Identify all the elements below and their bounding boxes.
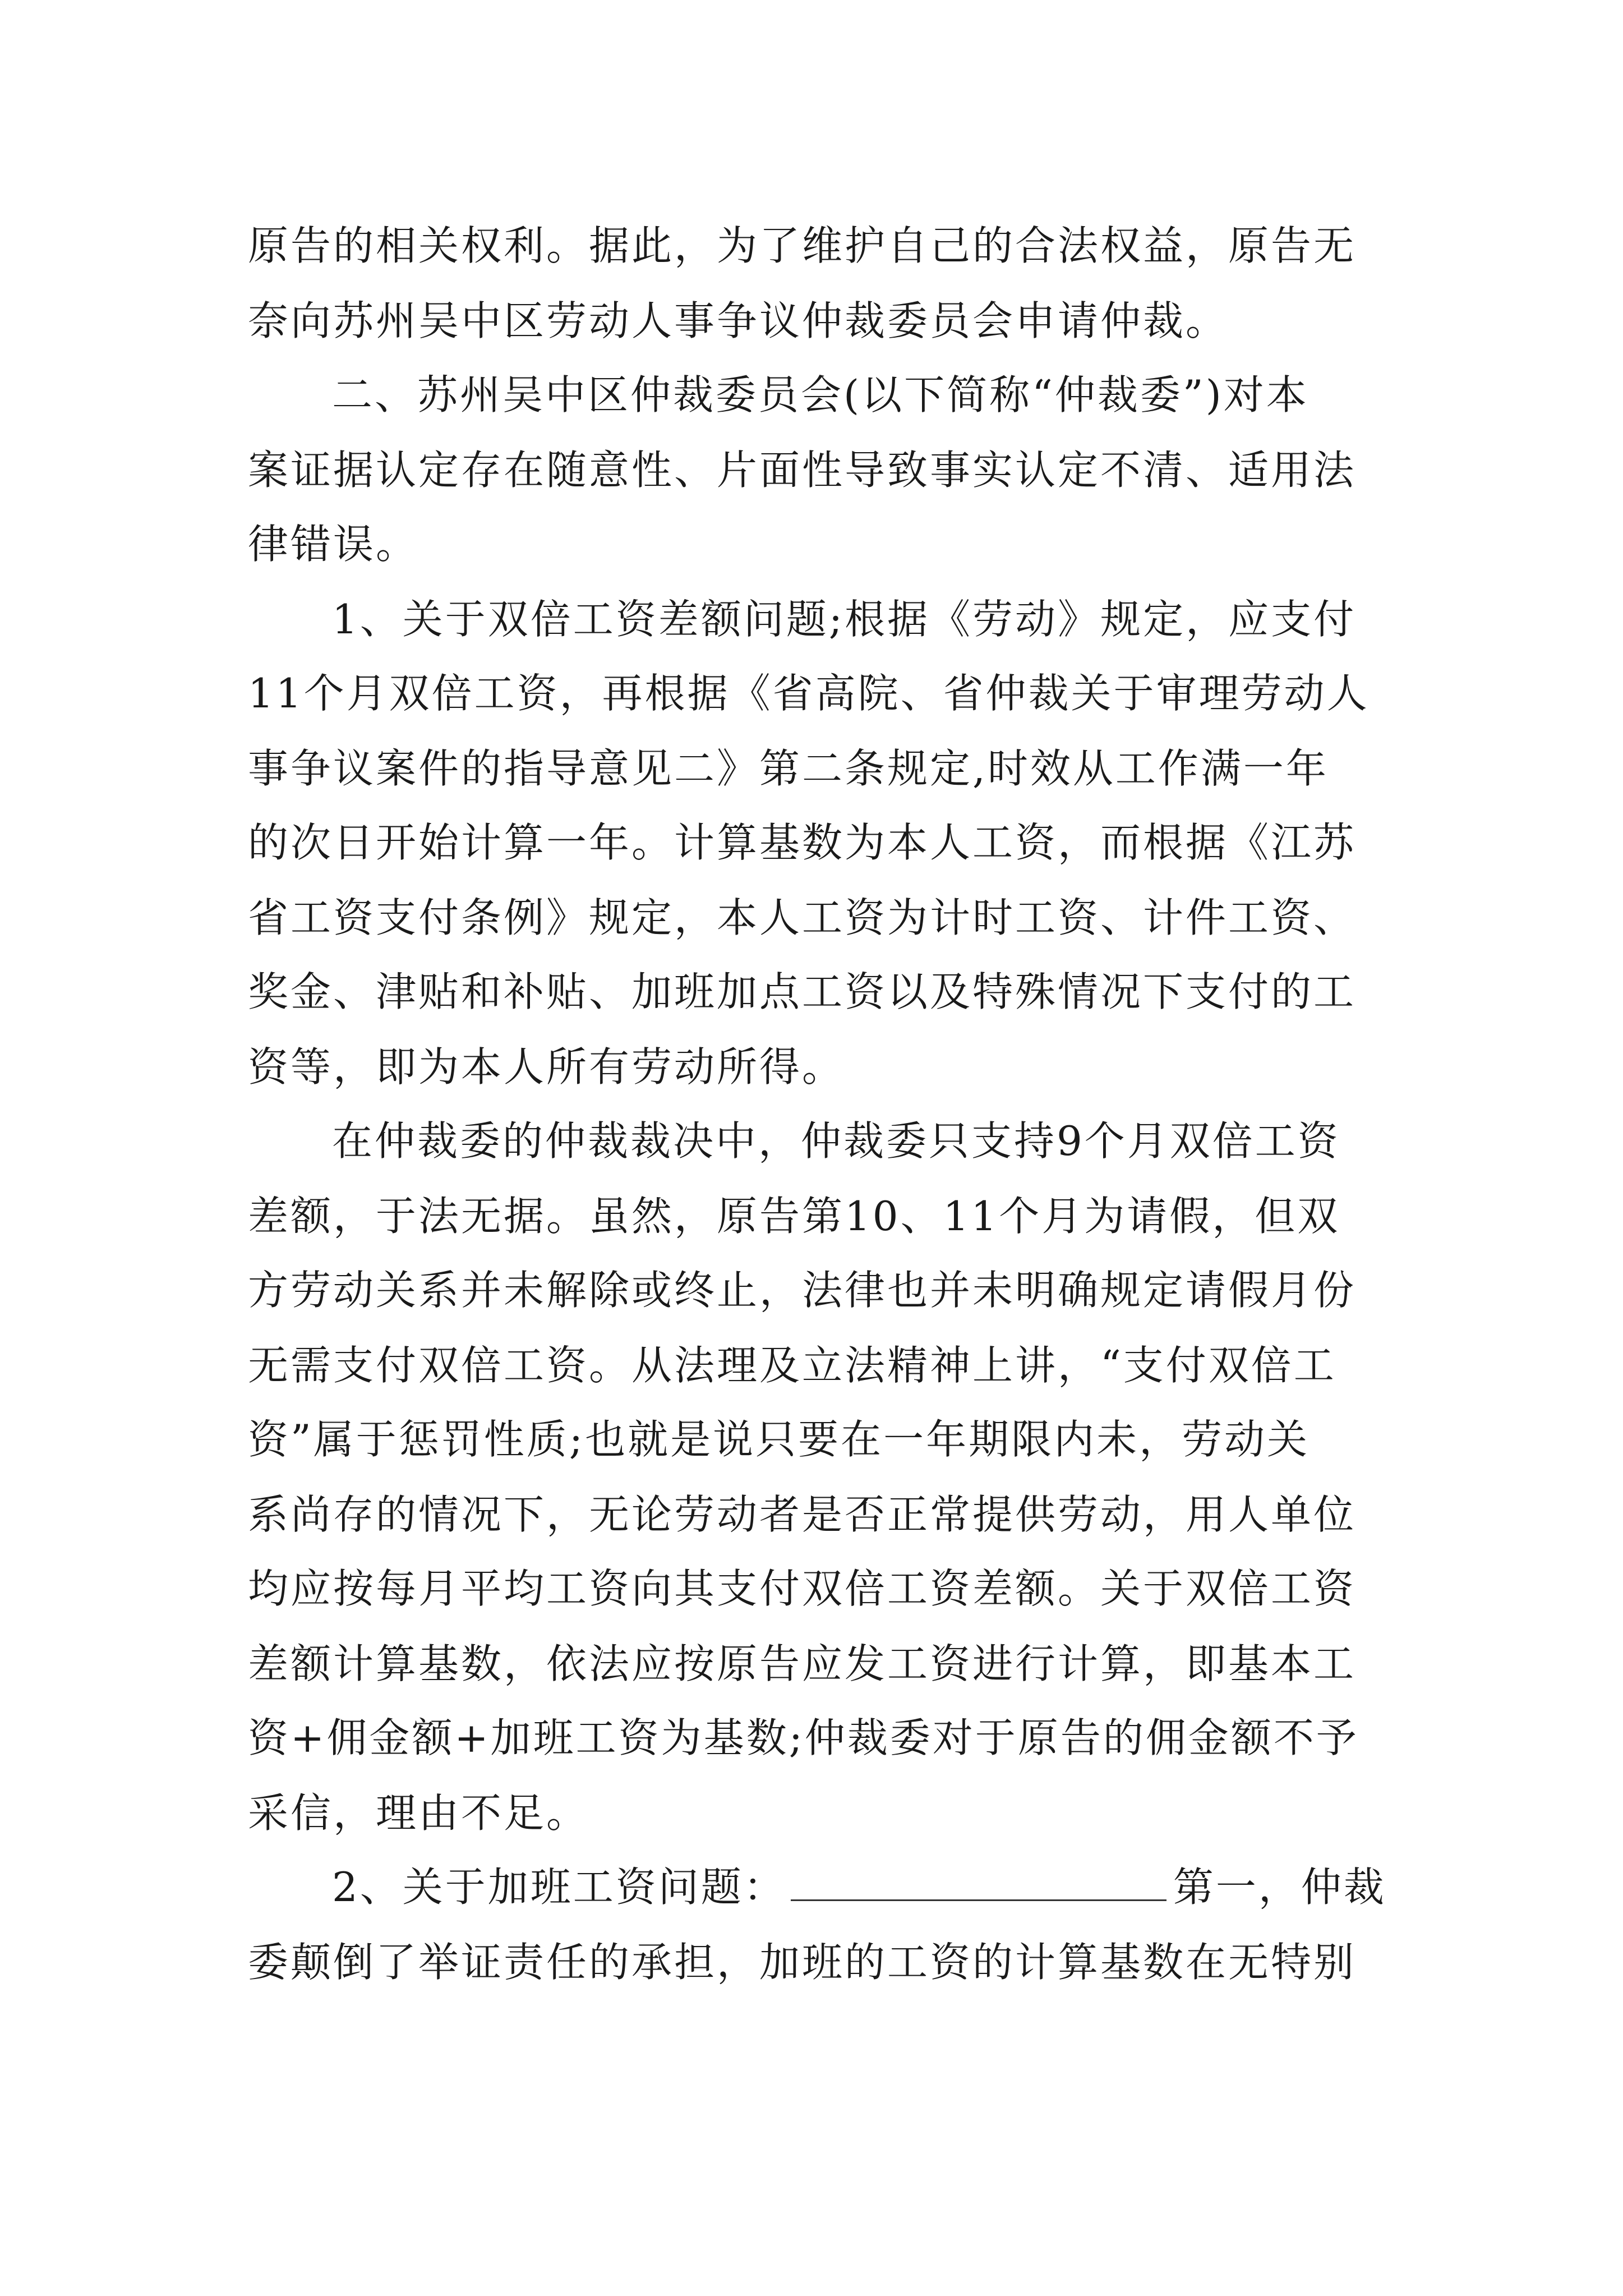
paragraph-line: 资等，即为本人所有劳动所得。 (248, 1043, 845, 1091)
paragraph-line: 采信，理由不足。 (248, 1789, 589, 1837)
paragraph-line: 系尚存的情况下，无论劳动者是否正常提供劳动，用人单位 (248, 1491, 1357, 1538)
paragraph-line: 方劳动关系并未解除或终止，法律也并未明确规定请假月份 (248, 1267, 1357, 1314)
paragraph-line: 无需支付双倍工资。从法理及立法精神上讲，“支付双倍工 (248, 1342, 1336, 1389)
paragraph-line: 在仲裁委的仲裁裁决中，仲裁委只支持9个月双倍工资 (332, 1117, 1340, 1165)
paragraph-line: 奖金、津贴和补贴、加班加点工资以及特殊情况下支付的工 (248, 968, 1357, 1015)
overtime-heading-text: 2、关于加班工资问题： (332, 1864, 786, 1911)
paragraph-line: 的次日开始计算一年。计算基数为本人工资，而根据《江苏 (248, 819, 1357, 866)
fill-in-blank (791, 1866, 1166, 1901)
paragraph-line: 律错误。 (248, 521, 419, 568)
paragraph-line: 委颠倒了举证责任的承担，加班的工资的计算基数在无特别 (248, 1939, 1357, 1986)
paragraph-line: 案证据认定存在随意性、片面性导致事实认定不清、适用法 (248, 447, 1357, 494)
overtime-continuation-text: 第一，仲裁 (1173, 1864, 1386, 1911)
paragraph-line: 资+佣金额+加班工资为基数;仲裁委对于原告的佣金额不予 (248, 1714, 1359, 1761)
paragraph-line: 事争议案件的指导意见二》第二条规定,时效从工作满一年 (248, 745, 1329, 792)
overtime-paragraph-line (332, 1859, 1386, 1915)
paragraph-line: 1、关于双倍工资差额问题;根据《劳动》规定，应支付 (332, 596, 1357, 643)
paragraph-line: 资”属于惩罚性质;也就是说只要在一年期限内未，劳动关 (248, 1416, 1310, 1463)
paragraph-line: 差额，于法无据。虽然，原告第10、11个月为请假，但双 (248, 1193, 1340, 1240)
paragraph-line: 奈向苏州吴中区劳动人事争议仲裁委员会申请仲裁。 (248, 297, 1229, 344)
paragraph-line: 二、苏州吴中区仲裁委员会(以下简称“仲裁委”)对本 (332, 371, 1309, 418)
paragraph-line: 均应按每月平均工资向其支付双倍工资差额。关于双倍工资 (248, 1565, 1357, 1612)
paragraph-line: 省工资支付条例》规定，本人工资为计时工资、计件工资、 (248, 894, 1357, 941)
paragraph-line: 差额计算基数，依法应按原告应发工资进行计算，即基本工 (248, 1640, 1357, 1687)
paragraph-line: 11个月双倍工资，再根据《省高院、省仲裁关于审理劳动人 (248, 670, 1370, 717)
paragraph-line: 原告的相关权利。据此，为了维护自己的合法权益，原告无 (248, 222, 1357, 269)
